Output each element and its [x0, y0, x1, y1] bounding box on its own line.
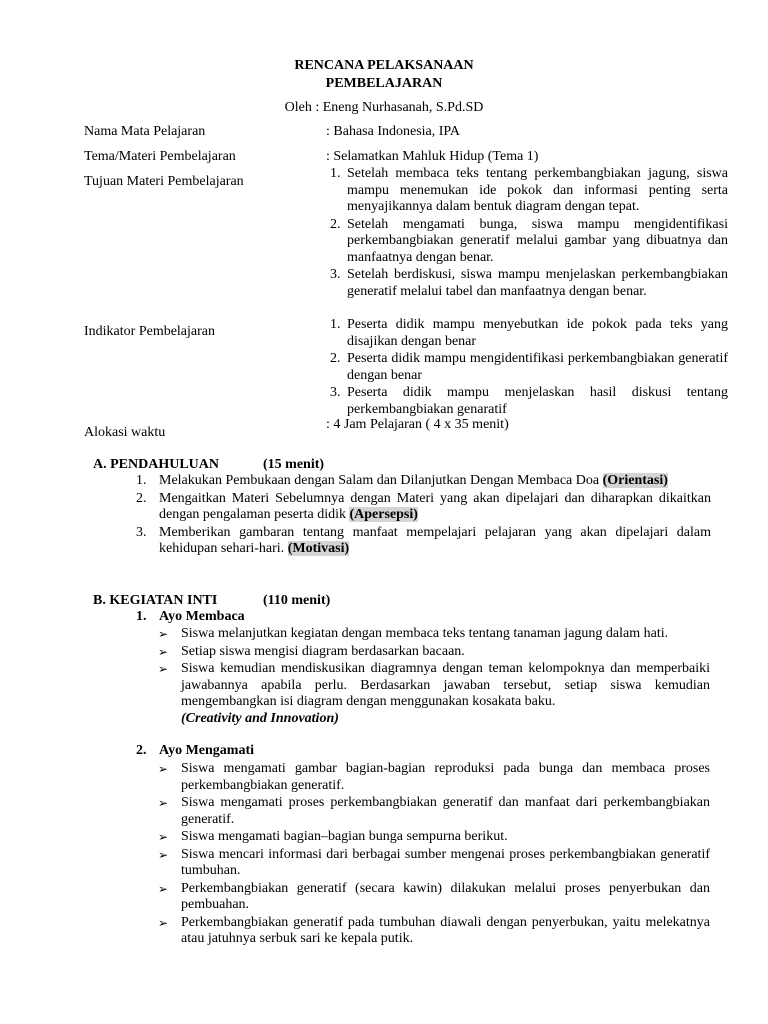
arrow-bullet-icon: ➢ [158, 762, 169, 776]
list-item: ➢ Siswa mengamati proses perkembangbiakan generatif dan manfaat dari perkembangbiakan generatif. [158, 795, 710, 827]
mapel-label: Nama Mata Pelajaran [84, 124, 206, 139]
doc-title-line1: RENCANA PELAKSANAAN [294, 58, 474, 73]
list-item: 1. Setelah membaca teks tentang perkembangbiakan jagung, siswa mampu menemukan ide pokok dan informasi penting serta menyajikannya dalam bentuk diagram dengan tepat. [330, 166, 728, 214]
list-item: 2. Setelah mengamati bunga, siswa mampu mengidentifikasi perkembangbiakan generatif melalui gambar yang dibuatnya dan manfaatnya dengan benar. [330, 216, 728, 265]
tag-apersepsi: (Apersepsi) [349, 507, 418, 522]
arrow-bullet-icon: ➢ [158, 627, 169, 641]
alokasi-label: Alokasi waktu [84, 425, 166, 440]
section-heading-pendahuluan: A. PENDAHULUAN (15 menit) [93, 457, 325, 472]
pendahuluan-list [136, 473, 711, 559]
doc-title-line2: PEMBELAJARAN [325, 76, 443, 91]
arrow-bullet-icon: ➢ [158, 662, 169, 676]
list-item: ➢ Siswa melanjutkan kegiatan dengan membaca teks tentang tanaman jagung dalam hati. [158, 626, 669, 641]
arrow-bullet-icon: ➢ [158, 830, 169, 844]
list-item: ➢ Perkembangbiakan generatif pada tumbuhan diawali dengan penyerbukan, yaitu melekatnya atau jatuhnya serbuk sari ke kepala putik. [158, 914, 710, 946]
list-item: ➢ Siswa mengamati bagian–bagian bunga sempurna berikut. [158, 829, 508, 844]
tag-motivasi: (Motivasi) [287, 541, 350, 556]
subheading-ayo-mengamati: 2. Ayo Mengamati [136, 743, 254, 758]
indikator-list [328, 317, 728, 419]
arrow-bullet-icon: ➢ [158, 915, 169, 930]
arrow-bullet-icon: ➢ [158, 847, 169, 862]
list-item: ➢ Siswa kemudian mendiskusikan diagramnya dengan teman kelompoknya dan memperbaiki jawabannya apabila perlu. Berdasarkan jawaban tersebut, setiap siswa kemudian mengembangkan isi diagram dengan menggunakan kosakata baku. (Creativity and Innovation) [158, 661, 710, 726]
tujuan-list [328, 166, 728, 301]
section-duration: (110 menit) [263, 593, 331, 608]
tujuan-label: Tujuan Materi Pembelajaran [84, 174, 244, 189]
emphasis-creativity: (Creativity and Innovation) [181, 710, 339, 726]
section-heading-kegiatan-inti: B. KEGIATAN INTI (110 menit) [93, 593, 331, 608]
list-item: 3. Peserta didik mampu menjelaskan hasil diskusi tentang perkembangbiakan genaratif [330, 385, 728, 417]
tema-label: Tema/Materi Pembelajaran [84, 149, 236, 164]
indikator-label: Indikator Pembelajaran [84, 324, 216, 339]
author-line: Oleh : Eneng Nurhasanah, S.Pd.SD [284, 100, 484, 115]
mapel-value: : Bahasa Indonesia, IPA [326, 124, 461, 139]
list-item: 2. Mengaitkan Materi Sebelumnya dengan Materi yang akan dipelajari dan diharapkan dikaitkan dengan pengalaman peserta didik (Apersepsi) [136, 490, 711, 522]
list-item: ➢ Siswa mengamati gambar bagian-bagian reproduksi pada bunga dan membaca proses perkembangbiakan generatif. [158, 761, 710, 793]
arrow-bullet-icon: ➢ [158, 796, 169, 810]
section-duration: (15 menit) [263, 457, 325, 472]
list-item: ➢ Setiap siswa mengisi diagram berdasarkan bacaan. [158, 643, 465, 659]
list-item: ➢ Perkembangbiakan generatif (secara kawin) dilakukan melalui proses penyerbukan dan pembuahan. [158, 880, 710, 912]
subheading-ayo-membaca: 1. Ayo Membaca [136, 609, 245, 624]
list-item: 3. Memberikan gambaran tentang manfaat mempelajari pelajaran yang akan dipelajari dalam kehidupan sehari-hari. (Motivasi) [136, 524, 711, 556]
list-item: 2. Peserta didik mampu mengidentifikasi perkembangbiakan generatif dengan benar [330, 351, 728, 383]
list-item: ➢ Siswa mencari informasi dari berbagai sumber mengenai proses perkembangbiakan generatif tumbuhan. [158, 846, 710, 878]
tema-value: : Selamatkan Mahluk Hidup (Tema 1) [326, 149, 539, 164]
ayo-mengamati-list [158, 761, 710, 949]
alokasi-value: : 4 Jam Pelajaran ( 4 x 35 menit) [326, 417, 509, 432]
list-item: 1. Melakukan Pembukaan dengan Salam dan Dilanjutkan Dengan Membaca Doa (Orientasi) [136, 473, 668, 488]
tag-orientasi: (Orientasi) [602, 473, 668, 488]
list-item: 3. Setelah berdiskusi, siswa mampu menjelaskan perkembangbiakan generatif melalui tabel dan manfaatnya dengan benar. [330, 267, 728, 299]
arrow-bullet-icon: ➢ [158, 644, 169, 659]
arrow-bullet-icon: ➢ [158, 881, 169, 896]
list-item: 1. Peserta didik mampu menyebutkan ide pokok pada teks yang disajikan dengan benar [330, 317, 728, 349]
ayo-membaca-list [158, 626, 710, 728]
